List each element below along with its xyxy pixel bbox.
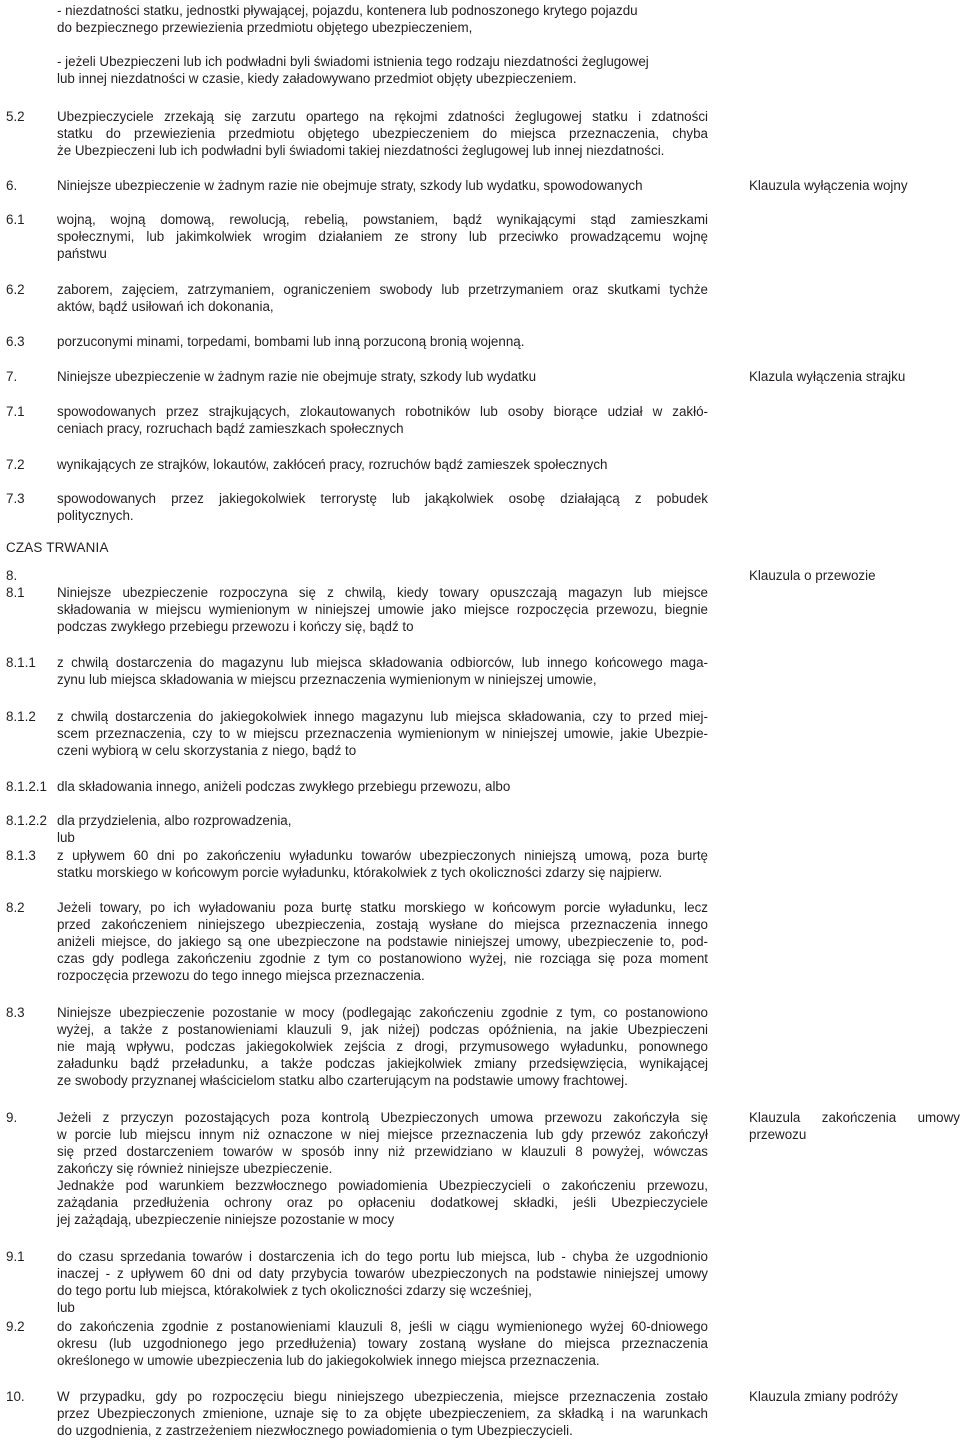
text-line: z chwilą dostarczenia do magazynu lub miejsca składowania odbiorców, lub innego końcowego maga- bbox=[57, 655, 708, 670]
text-line: ceniach pracy, rozruchach bądź zamieszkach społecznych bbox=[57, 421, 404, 436]
clause-number: 9.2 bbox=[6, 1319, 25, 1334]
clause-text bbox=[57, 490, 708, 524]
clause-text bbox=[57, 847, 708, 881]
clause-number: 10. bbox=[6, 1389, 25, 1404]
text-line: zażądania przedłużenia ochrony oraz po opłaceniu dodatkowej składki, jeśli Ubezpieczyciele bbox=[57, 1195, 708, 1210]
clause-text bbox=[57, 899, 708, 984]
clause-text bbox=[57, 1109, 708, 1228]
clause-number: 6.3 bbox=[6, 334, 25, 349]
clause-text bbox=[57, 368, 708, 385]
text-line: że Ubezpieczeni lub ich podwładni byli świadomi takiej niezdatności żeglugowej lub innej niezdatności. bbox=[57, 143, 665, 158]
text-line: Ubezpieczyciele zrzekają się zarzutu opartego na rękojmi zdatności żeglugowej statku i zdatności bbox=[57, 109, 708, 124]
section-heading-czas-trwania: CZAS TRWANIA bbox=[6, 540, 109, 555]
clause-number: 8.1.3 bbox=[6, 848, 36, 863]
text-line: do tego portu lub miejsca, którakolwiek z tych okoliczności zdarzy się wcześniej, bbox=[57, 1283, 532, 1298]
clause-text bbox=[57, 403, 708, 437]
clause-number: 8.1.2 bbox=[6, 709, 36, 724]
text-line: dla przydzielenia, albo rozprowadzenia, bbox=[57, 813, 292, 828]
text-line: społecznymi, lub jakimkolwiek wrogim działaniem ze strony lub przeciwko prowadzącemu wojnę bbox=[57, 229, 708, 244]
text-line: w porcie lub miejscu innym niż oznaczone w niej miejsce przeznaczenia lub gdy przewóz zakończył bbox=[57, 1127, 708, 1142]
margin-clause-title bbox=[749, 177, 960, 194]
margin-clause-title bbox=[749, 1388, 960, 1405]
text-line: politycznych. bbox=[57, 508, 134, 523]
text-line: Jednakże pod warunkiem bezzwłocznego powiadomienia Ubezpieczycieli o zakończeniu przewozu, bbox=[57, 1178, 708, 1193]
clause-number: 6.2 bbox=[6, 282, 25, 297]
text-line: inaczej - z upływem 60 dni od daty przybycia towarów ubezpieczonych na podstawie niniejszej umowy bbox=[57, 1266, 708, 1281]
clause-number: 8.3 bbox=[6, 1005, 25, 1020]
text-line: spowodowanych przez jakiegokolwiek terrorystę lub jakąkolwiek osobę działającą z pobudek bbox=[57, 491, 708, 506]
clause-text bbox=[57, 456, 708, 473]
text-line: Jeżeli z przyczyn pozostających poza kontrolą Ubezpieczonych umowa przewozu zakończyła się bbox=[57, 1110, 708, 1125]
text-line: czeni wybiorą w celu skorzystania z niego, bądź to bbox=[57, 743, 357, 758]
clause-number: 5.2 bbox=[6, 109, 25, 124]
text-line: się przed dostarczeniem towarów w sposób inny niż przewidziano w klauzuli 8 powyżej, wówczas bbox=[57, 1144, 708, 1159]
margin-title-line: Klazula wyłączenia strajku bbox=[749, 369, 906, 384]
text-line: podczas zwykłego przebiegu przewozu i kończy się, bądź to bbox=[57, 619, 414, 634]
text-line: - niezdatności statku, jednostki pływającej, pojazdu, kontenera lub podnoszonego krytego pojazdu bbox=[57, 3, 638, 18]
text-line: określonego w umowie ubezpieczenia lub do jakiegokolwiek innego miejsca przeznaczenia. bbox=[57, 1353, 600, 1368]
clause-number: 7.2 bbox=[6, 457, 25, 472]
clause-text bbox=[57, 333, 708, 350]
text-line: załadunku bądź przeładunku, a także podczas jakiejkolwiek zmiany przedsięwzięcia, wynikającej bbox=[57, 1056, 708, 1071]
text-line: z upływem 60 dni po zakończeniu wyładunku towarów ubezpieczonych niniejszą umową, poza burtę bbox=[57, 848, 708, 863]
text-line: do czasu sprzedania towarów i dostarczenia ich do tego portu lub miejsca, lub - chyba że uzgodnionio bbox=[57, 1249, 708, 1264]
text-line: wynikających ze strajków, lokautów, zakłóceń pracy, rozruchów bądź zamieszek społecznych bbox=[57, 457, 608, 472]
margin-title-line: Klauzula zakończenia umowy bbox=[749, 1110, 960, 1125]
text-line: jej zażądają, ubezpieczenie niniejsze pozostanie w mocy bbox=[57, 1212, 395, 1227]
clause-number: 9.1 bbox=[6, 1249, 25, 1264]
clause-number: 8.1.1 bbox=[6, 655, 36, 670]
clause-number: 7.1 bbox=[6, 404, 25, 419]
margin-clause-title bbox=[749, 368, 960, 385]
clause-number: 8.1.2.2 bbox=[6, 813, 47, 828]
text-line: zynu lub miejsca składowania w miejscu przeznaczenia wymienionym w niniejszej umowie, bbox=[57, 672, 597, 687]
clause-text bbox=[57, 53, 708, 87]
clause-text bbox=[57, 584, 708, 635]
clause-text bbox=[57, 211, 708, 262]
margin-title-line: przewozu bbox=[749, 1127, 807, 1142]
text-line: do uzgodnienia, z zastrzeżeniem niezwłocznego powiadomienia o tym Ubezpieczycieli. bbox=[57, 1423, 573, 1438]
text-line: lub innej niezdatności w czasie, kiedy załadowywano przedmiot objęty ubezpieczeniem. bbox=[57, 71, 577, 86]
margin-title-line: Klauzula zmiany podróży bbox=[749, 1389, 898, 1404]
text-line: z chwilą dostarczenia do jakiegokolwiek innego magazynu lub miejsca składowania, czy to przed miej- bbox=[57, 709, 708, 724]
text-line: czas gdy podlega zakończeniu zgodnie z tym co postanowiono wyżej, nie rozciąga się poza moment bbox=[57, 951, 708, 966]
clause-text bbox=[57, 108, 708, 159]
text-line: Niniejsze ubezpieczenie w żadnym razie nie obejmuje straty, szkody lub wydatku bbox=[57, 369, 537, 384]
text-line: aktów, bądź usiłowań ich dokonania, bbox=[57, 299, 274, 314]
clause-text bbox=[57, 177, 708, 194]
text-line: W przypadku, gdy po rozpoczęciu biegu niniejszego ubezpieczenia, miejsce przeznaczenia zostało bbox=[57, 1389, 708, 1404]
text-line: statku do przewiezienia przedmiotu objętego ubezpieczeniem do miejsca przeznaczenia, chyba bbox=[57, 126, 708, 141]
clause-text bbox=[57, 708, 708, 759]
text-line: Jeżeli towary, po ich wyładowaniu poza burtę statku morskiego w końcowym porcie wyładunku, lecz bbox=[57, 900, 708, 915]
margin-clause-title bbox=[749, 1109, 960, 1143]
clause-text bbox=[57, 1318, 708, 1369]
text-line: ze swobody przyznanej właścicielom statku albo czarterującym na podstawie umowy frachtowej. bbox=[57, 1073, 628, 1088]
clause-text bbox=[57, 281, 708, 315]
clause-number: 9. bbox=[6, 1110, 18, 1125]
margin-title-line: Klauzula wyłączenia wojny bbox=[749, 178, 908, 193]
text-line: - jeżeli Ubezpieczeni lub ich podwładni byli świadomi istnienia tego rodzaju niezdatności żeglugowej bbox=[57, 54, 649, 69]
text-line: okresu (lub uzgodnionego jego przedłużenia) towary zostaną wysłane do miejsca przeznaczenia bbox=[57, 1336, 708, 1351]
text-line: scem przeznaczenia, czy to w miejscu przeznaczenia wymienionym w niniejszej umowie, jakie Ubezpie- bbox=[57, 726, 708, 741]
text-line: lub bbox=[57, 830, 75, 845]
margin-title-line: Klauzula o przewozie bbox=[749, 568, 876, 583]
text-line: Niniejsze ubezpieczenie w żadnym razie nie obejmuje straty, szkody lub wydatku, spowodowanych bbox=[57, 178, 643, 193]
text-line: dla składowania innego, aniżeli podczas zwykłego przebiegu przewozu, albo bbox=[57, 779, 511, 794]
clause-text bbox=[57, 812, 708, 846]
clause-text bbox=[57, 778, 708, 795]
text-line: wyżej, a także z postanowieniami klauzuli 9, jak niżej) podczas opóźnienia, na jakie Ubezpieczeni bbox=[57, 1022, 708, 1037]
text-line: aniżeli miejsce, do jakiego są one ubezpieczone na podstawie niniejszej umowy, ubezpieczenie to, pod- bbox=[57, 934, 708, 949]
text-line: wojną, wojną domową, rewolucją, rebelią, powstaniem, bądź wynikającymi stąd zamieszkami bbox=[57, 212, 708, 227]
clause-number: 7.3 bbox=[6, 491, 25, 506]
text-line: statku morskiego w końcowym porcie wyładunku, którakolwiek z tych okoliczności zdarzy się najpierw. bbox=[57, 865, 663, 880]
text-line: zaborem, zajęciem, zatrzymaniem, ograniczeniem swobody lub przetrzymaniem oraz skutkami tychże bbox=[57, 282, 708, 297]
clause-text bbox=[57, 1388, 708, 1439]
text-line: do zakończenia zgodnie z postanowieniami klauzuli 8, jeśli w ciągu wymienionego wyżej 60-dniowego bbox=[57, 1319, 708, 1334]
text-line: lub bbox=[57, 1300, 75, 1315]
text-line: rozpoczęcia przewozu do tego innego miejsca przeznaczenia. bbox=[57, 968, 425, 983]
clause-number: 8. bbox=[6, 568, 18, 583]
text-line: zakończy się również niniejsze ubezpieczenie. bbox=[57, 1161, 333, 1176]
margin-clause-title bbox=[749, 567, 960, 584]
clause-number: 8.1.2.1 bbox=[6, 779, 47, 794]
text-line: Niniejsze ubezpieczenie rozpoczyna się z chwilą, kiedy towary opuszczają magazyn lub miejsce bbox=[57, 585, 708, 600]
text-line: przed zakończeniem niniejszego ubezpieczenia, zostają wysłane do miejsca przeznaczenia innego bbox=[57, 917, 708, 932]
clause-text bbox=[57, 1248, 708, 1316]
clause-number: 6. bbox=[6, 178, 18, 193]
text-line: Niniejsze ubezpieczenie pozostanie w mocy (podlegając zakończeniu zgodnie z tym, co postanowiono bbox=[57, 1005, 708, 1020]
clause-text bbox=[57, 1004, 708, 1089]
clause-number: 7. bbox=[6, 369, 18, 384]
text-line: nie mają wpływu, podczas jakiegokolwiek zejścia z drogi, przymusowego wyładunku, ponownego bbox=[57, 1039, 708, 1054]
clause-number: 8.1 bbox=[6, 585, 25, 600]
text-line: przez Ubezpieczonych zmienione, uznaje się to za objęte ubezpieczeniem, za składką i na warunkach bbox=[57, 1406, 708, 1421]
clause-number: 8.2 bbox=[6, 900, 25, 915]
text-line: porzuconymi minami, torpedami, bombami lub inną porzuconą bronią wojenną. bbox=[57, 334, 525, 349]
text-line: składowania w miejscu wymienionym w niniejszej umowie jako miejsce rozpoczęcia przewozu, biegnie bbox=[57, 602, 708, 617]
clause-text bbox=[57, 654, 708, 688]
text-line: do bezpiecznego przewiezienia przedmiotu objętego ubezpieczeniem, bbox=[57, 20, 473, 35]
text-line: spowodowanych przez strajkujących, zlokautowanych robotników lub osoby biorące udział w zakłó- bbox=[57, 404, 708, 419]
clause-text bbox=[57, 2, 708, 36]
clause-number: 6.1 bbox=[6, 212, 25, 227]
text-line: państwu bbox=[57, 246, 107, 261]
